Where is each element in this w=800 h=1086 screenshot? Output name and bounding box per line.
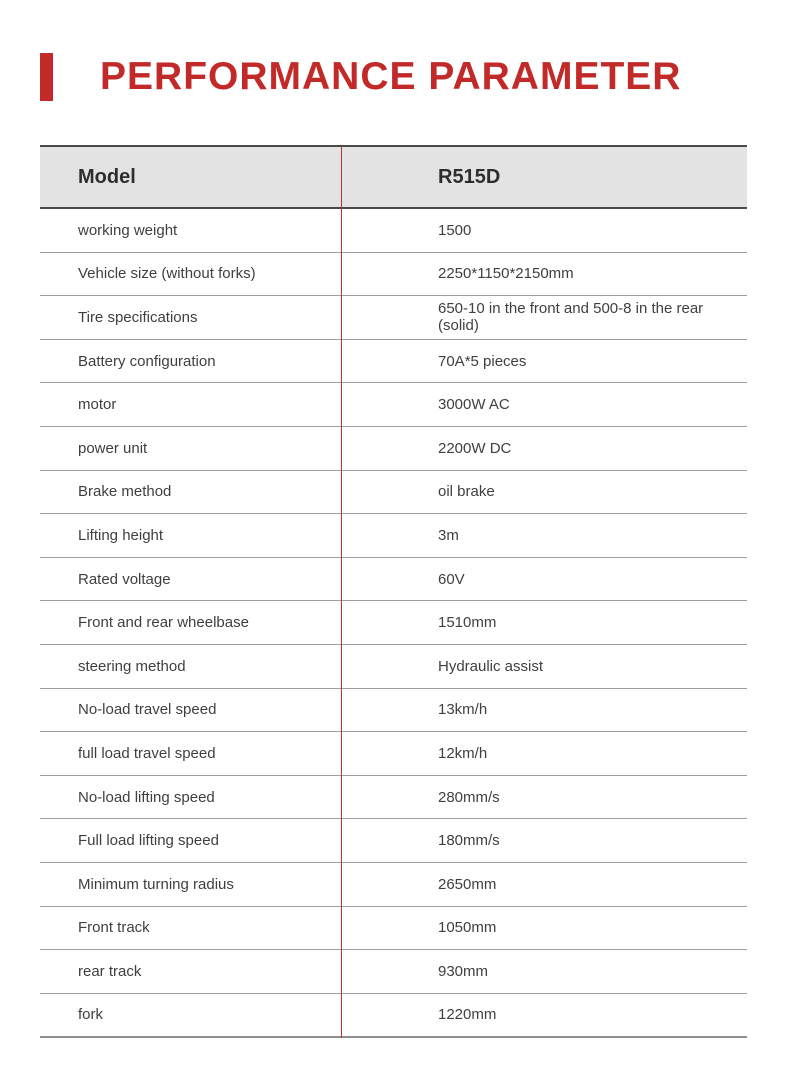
row-value: 2650mm (438, 875, 497, 893)
row-value: 1220mm (438, 1006, 497, 1024)
row-value: 280mm/s (438, 788, 500, 806)
row-label: fork (78, 1006, 104, 1024)
row-label: working weight (78, 221, 178, 239)
row-label: motor (78, 396, 117, 414)
table-header-row (40, 147, 747, 209)
table-row (40, 645, 747, 689)
table-row (40, 907, 747, 951)
row-value: 1510mm (438, 614, 497, 632)
column-header-value: R515D (438, 165, 501, 188)
table-row (40, 950, 747, 994)
table-body (40, 209, 747, 1038)
row-value: 12km/h (438, 744, 488, 762)
performance-table (40, 145, 747, 1038)
row-label: full load travel speed (78, 744, 216, 762)
row-value: 3m (438, 526, 459, 544)
row-label: Tire specifications (78, 308, 198, 326)
column-header-model: Model (78, 165, 136, 188)
page-title: PERFORMANCE PARAMETER (100, 55, 682, 98)
row-value: 2250*1150*2150mm (438, 265, 574, 283)
row-value: oil brake (438, 483, 495, 501)
row-value: 650-10 in the front and 500-8 in the rear (solid) (438, 300, 704, 335)
table-row (40, 601, 747, 645)
row-label: No-load lifting speed (78, 788, 215, 806)
row-value: 60V (438, 570, 465, 588)
table-row (40, 471, 747, 515)
row-value: 70A*5 pieces (438, 352, 527, 370)
table-row (40, 776, 747, 820)
row-label: Brake method (78, 483, 172, 501)
row-value: 1500 (438, 221, 472, 239)
row-value: 180mm/s (438, 832, 500, 850)
row-label: power unit (78, 439, 148, 457)
title-block (40, 52, 681, 102)
row-value: 1050mm (438, 919, 497, 937)
row-label: No-load travel speed (78, 701, 217, 719)
row-label: Vehicle size (without forks) (78, 265, 256, 283)
table-row (40, 514, 747, 558)
table-row (40, 732, 747, 776)
row-label: steering method (78, 657, 186, 675)
row-value: Hydraulic assist (438, 657, 544, 675)
table-row (40, 253, 747, 297)
table-row (40, 340, 747, 384)
table-row (40, 819, 747, 863)
table-row (40, 383, 747, 427)
row-label: Full load lifting speed (78, 832, 219, 850)
row-value: 2200W DC (438, 439, 512, 457)
row-label: Lifting height (78, 526, 164, 544)
column-divider-line (341, 147, 342, 1038)
row-label: rear track (78, 962, 142, 980)
row-value: 3000W AC (438, 396, 510, 414)
row-label: Front and rear wheelbase (78, 614, 249, 632)
row-label: Battery configuration (78, 352, 216, 370)
row-value: 13km/h (438, 701, 488, 719)
table-row (40, 209, 747, 253)
table-row (40, 427, 747, 471)
row-label: Rated voltage (78, 570, 171, 588)
table-row (40, 994, 747, 1039)
row-label: Minimum turning radius (78, 875, 234, 893)
table-row (40, 863, 747, 907)
table-row (40, 558, 747, 602)
row-value: 930mm (438, 962, 489, 980)
title-accent-bar (40, 53, 53, 101)
table-row (40, 689, 747, 733)
row-label: Front track (78, 919, 150, 937)
table-row (40, 296, 747, 340)
